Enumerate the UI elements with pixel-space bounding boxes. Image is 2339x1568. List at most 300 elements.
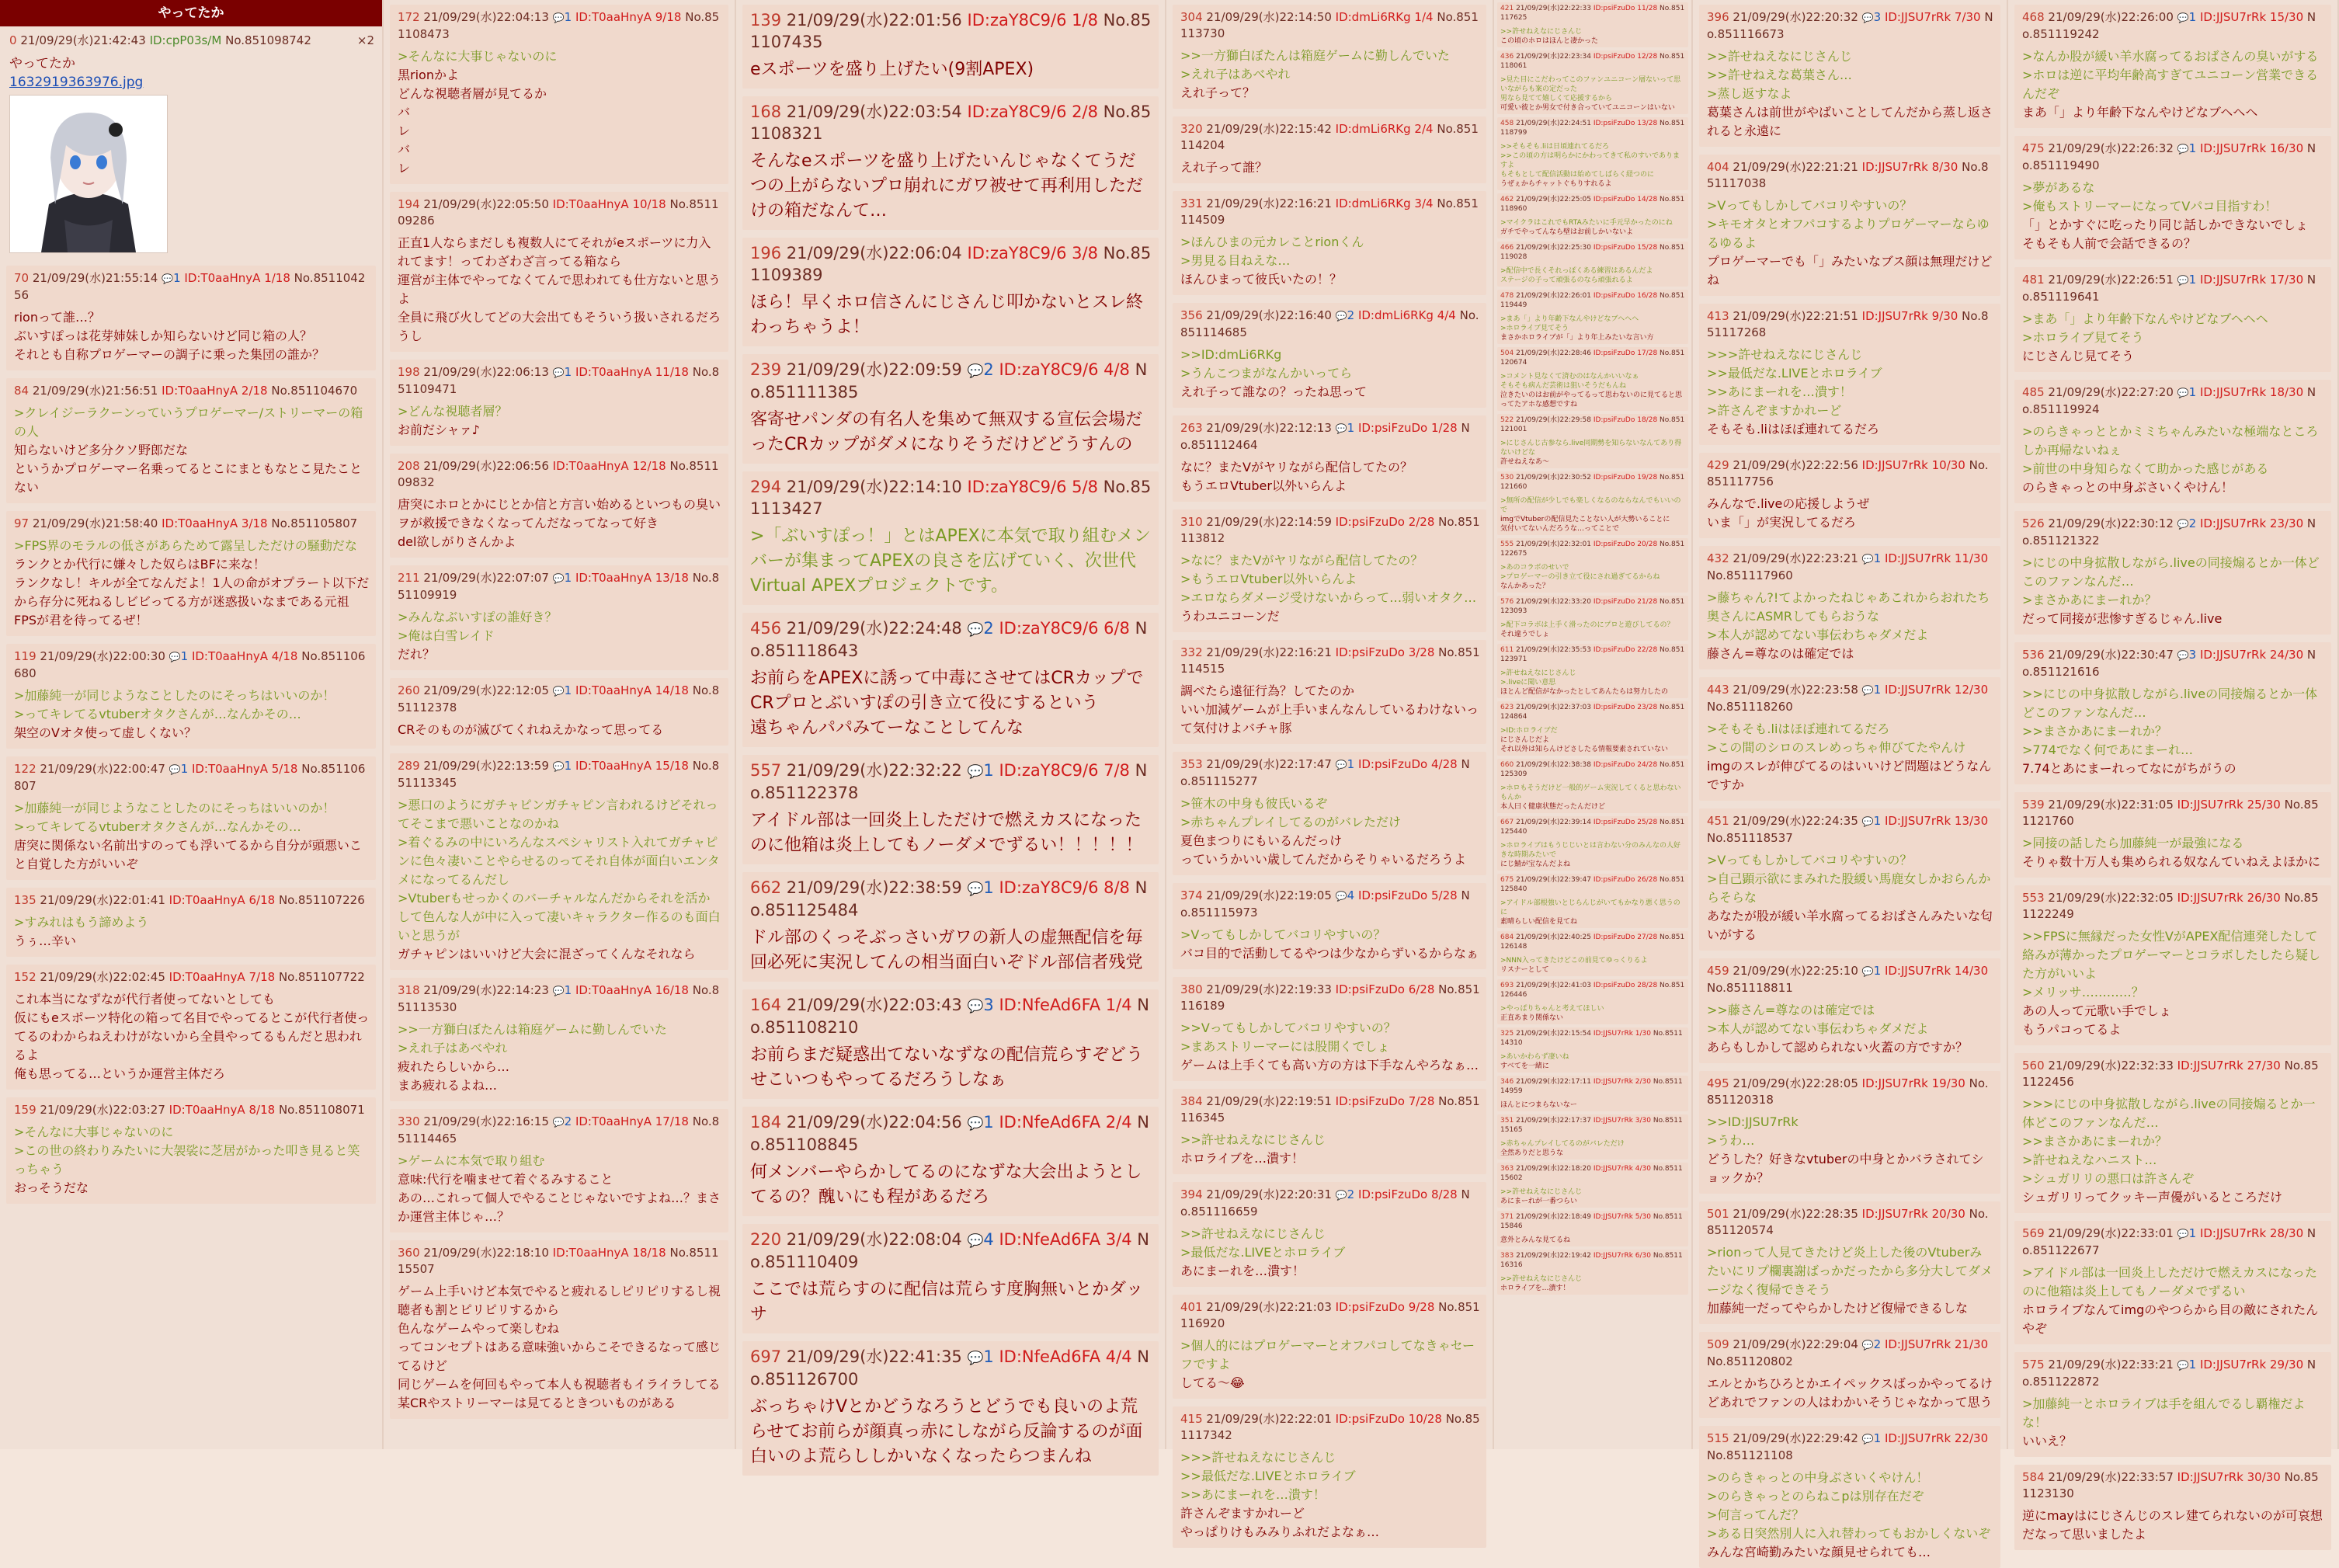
reply-count[interactable] bbox=[2177, 1226, 2197, 1240]
post-number[interactable]: 539 bbox=[2022, 798, 2045, 812]
poster-id[interactable]: ID:T0aaHnyA 12/18 bbox=[552, 459, 666, 473]
poster-id[interactable]: ID:psiFzuDo 3/28 bbox=[1335, 645, 1435, 659]
post-number[interactable]: 97 bbox=[14, 516, 30, 530]
poster-id[interactable]: ID:psiFzuDo 14/28 bbox=[1593, 196, 1658, 203]
post-no[interactable]: No.851125309 bbox=[1500, 761, 1685, 778]
post-number[interactable]: 481 bbox=[2022, 273, 2045, 287]
poster-id[interactable]: ID:psiFzuDo 15/28 bbox=[1593, 244, 1658, 252]
poster-id[interactable]: ID:JJSU7rRk 9/30 bbox=[1861, 309, 1958, 323]
reply-count[interactable] bbox=[553, 1114, 572, 1128]
post-number[interactable]: 485 bbox=[2022, 385, 2045, 399]
post-number[interactable]: 555 bbox=[1500, 541, 1514, 548]
poster-id[interactable]: ID:T0aaHnyA 3/18 bbox=[162, 516, 268, 530]
post-no[interactable]: No.851122675 bbox=[1500, 541, 1685, 558]
post-number[interactable]: 184 bbox=[750, 1113, 782, 1132]
poster-id[interactable]: ID:JJSU7rRk 20/30 bbox=[1861, 1207, 1965, 1221]
post-number[interactable]: 119 bbox=[14, 649, 36, 663]
reply-count[interactable] bbox=[968, 996, 994, 1014]
post-number[interactable]: 263 bbox=[1180, 421, 1203, 435]
post-no[interactable]: No.851118643 bbox=[750, 619, 1148, 660]
post-no[interactable]: No.851114310 bbox=[1500, 1030, 1683, 1047]
poster-id[interactable]: ID:JJSU7rRk 24/30 bbox=[2199, 648, 2304, 662]
reply-count[interactable] bbox=[1336, 421, 1355, 435]
poster-id[interactable]: ID:JJSU7rRk 27/30 bbox=[2177, 1059, 2281, 1073]
post-number[interactable]: 429 bbox=[1707, 458, 1729, 472]
post-number[interactable]: 451 bbox=[1707, 814, 1729, 828]
reply-count[interactable] bbox=[1862, 814, 1882, 828]
post-number[interactable]: 310 bbox=[1180, 515, 1203, 529]
post-no[interactable]: No.851115277 bbox=[1180, 757, 1470, 788]
poster-id[interactable]: ID:zaY8C9/6 3/8 bbox=[967, 244, 1098, 262]
post-no[interactable]: No.851114685 bbox=[1180, 308, 1479, 339]
post-number[interactable]: 360 bbox=[398, 1246, 420, 1260]
poster-id[interactable]: ID:T0aaHnyA 16/18 bbox=[575, 983, 689, 997]
post-no[interactable]: No.851115507 bbox=[398, 1246, 719, 1276]
post-no[interactable]: No.851122677 bbox=[2022, 1226, 2316, 1257]
post-no[interactable]: No.851108071 bbox=[278, 1103, 365, 1117]
poster-id[interactable]: ID:JJSU7rRk 7/30 bbox=[1884, 10, 1981, 24]
post-number[interactable]: 560 bbox=[2022, 1059, 2045, 1073]
post-number[interactable]: 139 bbox=[750, 11, 782, 30]
poster-id[interactable]: ID:JJSU7rRk 1/30 bbox=[1593, 1030, 1652, 1038]
poster-id[interactable]: ID:JJSU7rRk 4/30 bbox=[1593, 1165, 1652, 1173]
poster-id[interactable]: ID:JJSU7rRk 18/30 bbox=[2199, 385, 2304, 399]
reply-count[interactable] bbox=[2177, 516, 2197, 530]
post-no[interactable]: No.851116659 bbox=[1180, 1187, 1470, 1219]
reply-count[interactable] bbox=[162, 271, 181, 285]
post-no[interactable]: No.851104256 bbox=[14, 271, 366, 302]
post-number[interactable]: 346 bbox=[1500, 1078, 1514, 1086]
poster-id[interactable]: ID:JJSU7rRk 29/30 bbox=[2199, 1358, 2304, 1372]
post-no[interactable]: No.851115165 bbox=[1500, 1117, 1683, 1134]
poster-id[interactable]: ID:JJSU7rRk 3/30 bbox=[1593, 1117, 1652, 1125]
poster-id[interactable]: ID:JJSU7rRk 17/30 bbox=[2199, 273, 2304, 287]
poster-id[interactable]: ID:JJSU7rRk 5/30 bbox=[1593, 1213, 1652, 1221]
poster-id[interactable]: ID:psiFzuDo 9/28 bbox=[1335, 1300, 1435, 1314]
post-no[interactable]: No.851107722 bbox=[278, 970, 365, 984]
poster-id[interactable]: ID:psiFzuDo 16/28 bbox=[1593, 292, 1658, 300]
poster-id[interactable]: ID:JJSU7rRk 10/30 bbox=[1861, 458, 1965, 472]
reply-count[interactable] bbox=[968, 1347, 994, 1366]
post-no[interactable]: No.851122872 bbox=[2022, 1358, 2316, 1389]
poster-id[interactable]: ID:dmLi6RKg 2/4 bbox=[1335, 122, 1434, 136]
reply-count[interactable] bbox=[2177, 1358, 2197, 1372]
post-number[interactable]: 239 bbox=[750, 360, 782, 379]
post-no[interactable]: No.851119924 bbox=[2022, 385, 2316, 416]
post-no[interactable]: No.851106807 bbox=[14, 762, 366, 793]
poster-id[interactable]: ID:psiFzuDo 25/28 bbox=[1593, 819, 1658, 826]
post-number[interactable]: 478 bbox=[1500, 292, 1514, 300]
reply-count[interactable] bbox=[2177, 10, 2197, 24]
poster-id[interactable]: ID:T0aaHnyA 4/18 bbox=[191, 649, 298, 663]
post-number[interactable]: 401 bbox=[1180, 1300, 1203, 1314]
poster-id[interactable]: ID:zaY8C9/6 1/8 bbox=[967, 11, 1098, 30]
poster-id[interactable]: ID:JJSU7rRk 25/30 bbox=[2177, 798, 2281, 812]
poster-id[interactable]: ID:zaY8C9/6 7/8 bbox=[999, 761, 1130, 780]
poster-id[interactable]: ID:JJSU7rRk 11/30 bbox=[1884, 551, 1989, 565]
post-number[interactable]: 363 bbox=[1500, 1165, 1514, 1173]
post-number[interactable]: 164 bbox=[750, 996, 782, 1014]
poster-id[interactable]: ID:JJSU7rRk 16/30 bbox=[2199, 141, 2304, 155]
poster-id[interactable]: ID:T0aaHnyA 6/18 bbox=[169, 893, 276, 907]
poster-id[interactable]: ID:T0aaHnyA 7/18 bbox=[169, 970, 276, 984]
post-number[interactable]: 325 bbox=[1500, 1030, 1514, 1038]
post-number[interactable]: 504 bbox=[1500, 349, 1514, 357]
post-no[interactable]: No.851118260 bbox=[1707, 700, 1793, 714]
post-no[interactable]: No.851106680 bbox=[14, 649, 366, 680]
reply-count[interactable] bbox=[968, 619, 994, 638]
poster-id[interactable]: ID:psiFzuDo 7/28 bbox=[1335, 1094, 1435, 1108]
poster-id[interactable]: ID:zaY8C9/6 8/8 bbox=[999, 878, 1130, 897]
poster-id[interactable]: ID:JJSU7rRk 19/30 bbox=[1861, 1076, 1965, 1090]
poster-id[interactable]: ID:psiFzuDo 28/28 bbox=[1593, 982, 1658, 989]
post-no[interactable]: No.851120318 bbox=[1707, 1076, 1989, 1107]
post-number[interactable]: 330 bbox=[398, 1114, 420, 1128]
post-number[interactable]: 495 bbox=[1707, 1076, 1729, 1090]
post-no[interactable]: No.851109919 bbox=[398, 571, 720, 602]
post-number[interactable]: 289 bbox=[398, 759, 420, 773]
post-no[interactable]: No.851117342 bbox=[1180, 1412, 1480, 1442]
post-no[interactable]: No.851109832 bbox=[398, 459, 719, 489]
post-no[interactable]: No.851113730 bbox=[1180, 10, 1479, 40]
reply-count[interactable] bbox=[968, 1113, 994, 1132]
post-number[interactable]: 459 bbox=[1707, 964, 1729, 978]
post-number[interactable]: 198 bbox=[398, 365, 420, 379]
post-number[interactable]: 575 bbox=[2022, 1358, 2045, 1372]
post-number[interactable]: 509 bbox=[1707, 1337, 1729, 1351]
poster-id[interactable]: ID:psiFzuDo 26/28 bbox=[1593, 876, 1658, 884]
poster-id[interactable]: ID:psiFzuDo 1/28 bbox=[1357, 421, 1458, 435]
post-no[interactable]: No.851111385 bbox=[750, 360, 1148, 402]
poster-id[interactable]: ID:dmLi6RKg 1/4 bbox=[1335, 10, 1434, 24]
reply-count[interactable] bbox=[1862, 10, 1882, 24]
post-no[interactable]: No.851118811 bbox=[1707, 981, 1793, 995]
post-no[interactable]: No.851121108 bbox=[1707, 1448, 1793, 1462]
post-no[interactable]: No.851117960 bbox=[1707, 568, 1793, 582]
poster-id[interactable]: ID:T0aaHnyA 14/18 bbox=[575, 683, 689, 697]
post-no[interactable]: No.851116189 bbox=[1180, 982, 1480, 1013]
post-no[interactable]: No.851114465 bbox=[398, 1114, 720, 1146]
reply-count[interactable] bbox=[968, 761, 994, 780]
post-number[interactable]: 152 bbox=[14, 970, 36, 984]
post-no[interactable]: No.851121660 bbox=[1500, 474, 1685, 491]
post-number[interactable]: 220 bbox=[750, 1230, 782, 1249]
post-no[interactable]: No.851113812 bbox=[1180, 515, 1480, 545]
post-no[interactable]: No.851119242 bbox=[2022, 10, 2316, 41]
post-no[interactable]: No.851126700 bbox=[750, 1347, 1150, 1389]
post-no[interactable]: No.851115602 bbox=[1500, 1165, 1683, 1182]
post-number[interactable]: 332 bbox=[1180, 645, 1203, 659]
post-no[interactable]: No.851116316 bbox=[1500, 1252, 1683, 1269]
poster-id[interactable]: ID:T0aaHnyA 8/18 bbox=[169, 1103, 276, 1117]
attached-file-link[interactable]: 1632919363976.jpg bbox=[9, 75, 144, 90]
post-number[interactable]: 122 bbox=[14, 762, 36, 776]
reply-count[interactable] bbox=[1336, 888, 1355, 902]
poster-id[interactable]: ID:psiFzuDo 2/28 bbox=[1335, 515, 1435, 529]
post-no[interactable]: No.851119490 bbox=[2022, 141, 2316, 172]
post-no[interactable]: No.851109389 bbox=[750, 244, 1152, 284]
post-number[interactable]: 135 bbox=[14, 893, 36, 907]
post-number[interactable]: 684 bbox=[1500, 933, 1514, 941]
post-number[interactable]: 515 bbox=[1707, 1431, 1729, 1445]
post-number[interactable]: 0 bbox=[9, 33, 17, 47]
post-no[interactable]: No.851120574 bbox=[1707, 1207, 1989, 1237]
post-no[interactable]: No.851114509 bbox=[1180, 196, 1479, 227]
poster-id[interactable]: ID:psiFzuDo 10/28 bbox=[1335, 1412, 1442, 1426]
post-no[interactable]: No.851126148 bbox=[1500, 933, 1685, 951]
post-number[interactable]: 456 bbox=[750, 619, 782, 638]
poster-id[interactable]: ID:JJSU7rRk 2/30 bbox=[1593, 1078, 1652, 1086]
poster-id[interactable]: ID:JJSU7rRk 23/30 bbox=[2199, 516, 2304, 530]
poster-id[interactable]: ID:psiFzuDo 22/28 bbox=[1593, 646, 1658, 654]
poster-id[interactable]: ID:T0aaHnyA 2/18 bbox=[162, 384, 268, 398]
post-number[interactable]: 569 bbox=[2022, 1226, 2045, 1240]
poster-id[interactable]: ID:psiFzuDo 24/28 bbox=[1593, 761, 1658, 769]
reply-count[interactable] bbox=[553, 365, 572, 379]
post-number[interactable]: 475 bbox=[2022, 141, 2045, 155]
post-no[interactable]: No.851120674 bbox=[1500, 349, 1685, 367]
post-no[interactable]: No.851123093 bbox=[1500, 598, 1685, 615]
post-no[interactable]: No.851118061 bbox=[1500, 53, 1685, 70]
post-number[interactable]: 194 bbox=[398, 197, 420, 211]
post-number[interactable]: 70 bbox=[14, 271, 30, 285]
poster-id[interactable]: ID:T0aaHnyA 5/18 bbox=[191, 762, 298, 776]
poster-id[interactable]: ID:dmLi6RKg 3/4 bbox=[1335, 196, 1434, 210]
post-no[interactable]: No.851119449 bbox=[1500, 292, 1685, 309]
poster-id[interactable]: ID:psiFzuDo 6/28 bbox=[1335, 982, 1435, 996]
reply-count[interactable] bbox=[1336, 757, 1355, 771]
post-number[interactable]: 356 bbox=[1180, 308, 1203, 322]
post-number[interactable]: 553 bbox=[2022, 891, 2045, 905]
post-number[interactable]: 697 bbox=[750, 1347, 782, 1366]
poster-id[interactable]: ID:NfeAd6FA 1/4 bbox=[999, 996, 1132, 1014]
poster-id[interactable]: ID:psiFzuDo 5/28 bbox=[1357, 888, 1458, 902]
post-number[interactable]: 557 bbox=[750, 761, 782, 780]
post-no[interactable]: No.851121001 bbox=[1500, 416, 1685, 433]
post-number[interactable]: 443 bbox=[1707, 683, 1729, 697]
reply-count[interactable] bbox=[968, 1230, 994, 1249]
post-no[interactable]: No.851120802 bbox=[1707, 1354, 1793, 1368]
poster-id[interactable]: ID:cpP03s/M bbox=[149, 33, 222, 47]
post-number[interactable]: 159 bbox=[14, 1103, 36, 1117]
post-number[interactable]: 196 bbox=[750, 244, 782, 262]
post-no[interactable]: No.851122456 bbox=[2022, 1059, 2319, 1089]
poster-id[interactable]: ID:psiFzuDo 23/28 bbox=[1593, 704, 1658, 711]
post-number[interactable]: 168 bbox=[750, 103, 782, 121]
post-no[interactable]: No.851116673 bbox=[1707, 10, 1993, 41]
post-no[interactable]: No.851114959 bbox=[1500, 1078, 1683, 1095]
post-no[interactable]: No.851122378 bbox=[750, 761, 1148, 802]
post-no[interactable]: No.851122249 bbox=[2022, 891, 2319, 921]
post-number[interactable]: 320 bbox=[1180, 122, 1203, 136]
post-no[interactable]: No.851112464 bbox=[1180, 421, 1470, 452]
reply-count[interactable] bbox=[1862, 683, 1882, 697]
post-no[interactable]: No.851108473 bbox=[398, 10, 720, 41]
poster-id[interactable]: ID:T0aaHnyA 17/18 bbox=[575, 1114, 689, 1128]
post-no[interactable]: No.851123130 bbox=[2022, 1470, 2319, 1500]
poster-id[interactable]: ID:psiFzuDo 12/28 bbox=[1593, 53, 1658, 61]
post-number[interactable]: 211 bbox=[398, 571, 420, 585]
poster-id[interactable]: ID:JJSU7rRk 13/30 bbox=[1884, 814, 1989, 828]
poster-id[interactable]: ID:NfeAd6FA 2/4 bbox=[999, 1113, 1132, 1132]
post-number[interactable]: 436 bbox=[1500, 53, 1514, 61]
post-number[interactable]: 351 bbox=[1500, 1117, 1514, 1125]
reply-count[interactable] bbox=[1862, 1337, 1882, 1351]
post-no[interactable]: No.851121616 bbox=[2022, 648, 2316, 679]
reply-count[interactable] bbox=[2177, 141, 2197, 155]
poster-id[interactable]: ID:JJSU7rRk 21/30 bbox=[1884, 1337, 1989, 1351]
post-no[interactable]: No.851107226 bbox=[278, 893, 365, 907]
post-number[interactable]: 611 bbox=[1500, 646, 1514, 654]
post-no[interactable]: No.851115973 bbox=[1180, 888, 1470, 920]
post-no[interactable]: No.851113530 bbox=[398, 983, 720, 1014]
poster-id[interactable]: ID:zaY8C9/6 6/8 bbox=[999, 619, 1130, 638]
reply-count[interactable] bbox=[553, 759, 572, 773]
post-number[interactable]: 384 bbox=[1180, 1094, 1203, 1108]
poster-id[interactable]: ID:JJSU7rRk 14/30 bbox=[1884, 964, 1989, 978]
post-no[interactable]: No.851104670 bbox=[271, 384, 358, 398]
reply-count[interactable] bbox=[553, 10, 572, 24]
poster-id[interactable]: ID:psiFzuDo 13/28 bbox=[1593, 120, 1658, 127]
post-no[interactable]: No.851123971 bbox=[1500, 646, 1685, 663]
poster-id[interactable]: ID:psiFzuDo 4/28 bbox=[1357, 757, 1458, 771]
post-number[interactable]: 371 bbox=[1500, 1213, 1514, 1221]
post-no[interactable]: No.851113427 bbox=[750, 478, 1152, 518]
post-no[interactable]: No.851118960 bbox=[1500, 196, 1685, 213]
poster-id[interactable]: ID:JJSU7rRk 22/30 bbox=[1884, 1431, 1989, 1445]
post-number[interactable]: 468 bbox=[2022, 10, 2045, 24]
post-number[interactable]: 667 bbox=[1500, 819, 1514, 826]
post-no[interactable]: No.851118537 bbox=[1707, 831, 1793, 845]
poster-id[interactable]: ID:psiFzuDo 8/28 bbox=[1357, 1187, 1458, 1201]
poster-id[interactable]: ID:JJSU7rRk 26/30 bbox=[2177, 891, 2281, 905]
reply-count[interactable] bbox=[968, 878, 994, 897]
reply-count[interactable] bbox=[2177, 385, 2197, 399]
poster-id[interactable]: ID:NfeAd6FA 3/4 bbox=[999, 1230, 1132, 1249]
post-no[interactable]: No.851116920 bbox=[1180, 1300, 1480, 1330]
post-number[interactable]: 260 bbox=[398, 683, 420, 697]
poster-id[interactable]: ID:JJSU7rRk 30/30 bbox=[2177, 1470, 2281, 1484]
reply-count[interactable] bbox=[1862, 964, 1882, 978]
reply-count[interactable] bbox=[1336, 308, 1355, 322]
post-number[interactable]: 294 bbox=[750, 478, 782, 496]
poster-id[interactable]: ID:JJSU7rRk 8/30 bbox=[1861, 160, 1958, 174]
post-no[interactable]: No.851115846 bbox=[1500, 1213, 1683, 1230]
poster-id[interactable]: ID:JJSU7rRk 6/30 bbox=[1593, 1252, 1652, 1260]
post-number[interactable]: 404 bbox=[1707, 160, 1729, 174]
post-no[interactable]: No.851116345 bbox=[1180, 1094, 1480, 1125]
reply-count[interactable] bbox=[1862, 1431, 1882, 1445]
post-number[interactable]: 413 bbox=[1707, 309, 1729, 323]
post-no[interactable]: No.851107435 bbox=[750, 11, 1152, 51]
poster-id[interactable]: ID:psiFzuDo 18/28 bbox=[1593, 416, 1658, 424]
post-no[interactable]: No.851110409 bbox=[750, 1230, 1150, 1271]
poster-id[interactable]: ID:zaY8C9/6 4/8 bbox=[999, 360, 1130, 379]
poster-id[interactable]: ID:NfeAd6FA 4/4 bbox=[999, 1347, 1132, 1366]
post-no[interactable]: No.851108321 bbox=[750, 103, 1152, 143]
post-no[interactable]: No.851117268 bbox=[1707, 309, 1989, 339]
post-number[interactable]: 522 bbox=[1500, 416, 1514, 424]
poster-id[interactable]: ID:psiFzuDo 11/28 bbox=[1593, 5, 1658, 12]
post-no[interactable]: No.851118799 bbox=[1500, 120, 1685, 137]
post-number[interactable]: 501 bbox=[1707, 1207, 1729, 1221]
reply-count[interactable] bbox=[169, 649, 189, 663]
post-no[interactable]: No.851121760 bbox=[2022, 798, 2319, 828]
post-no[interactable]: No.851119028 bbox=[1500, 244, 1685, 261]
post-number[interactable]: 421 bbox=[1500, 5, 1514, 12]
post-number[interactable]: 383 bbox=[1500, 1252, 1514, 1260]
poster-id[interactable]: ID:dmLi6RKg 4/4 bbox=[1357, 308, 1456, 322]
post-no[interactable]: No.851126446 bbox=[1500, 982, 1685, 999]
poster-id[interactable]: ID:psiFzuDo 19/28 bbox=[1593, 474, 1658, 482]
post-number[interactable]: 396 bbox=[1707, 10, 1729, 24]
post-number[interactable]: 458 bbox=[1500, 120, 1514, 127]
poster-id[interactable]: ID:JJSU7rRk 15/30 bbox=[2199, 10, 2304, 24]
post-number[interactable]: 526 bbox=[2022, 516, 2045, 530]
post-number[interactable]: 584 bbox=[2022, 1470, 2045, 1484]
post-no[interactable]: No.851105807 bbox=[271, 516, 358, 530]
poster-id[interactable]: ID:T0aaHnyA 15/18 bbox=[575, 759, 689, 773]
reply-count[interactable] bbox=[553, 571, 572, 585]
post-number[interactable]: 380 bbox=[1180, 982, 1203, 996]
post-number[interactable]: 415 bbox=[1180, 1412, 1203, 1426]
post-number[interactable]: 660 bbox=[1500, 761, 1514, 769]
poster-id[interactable]: ID:psiFzuDo 27/28 bbox=[1593, 933, 1658, 941]
reply-count[interactable] bbox=[1862, 551, 1882, 565]
poster-id[interactable]: ID:T0aaHnyA 18/18 bbox=[552, 1246, 666, 1260]
post-no[interactable]: No.851114515 bbox=[1180, 645, 1480, 676]
post-number[interactable]: 466 bbox=[1500, 244, 1514, 252]
post-number[interactable]: 394 bbox=[1180, 1187, 1203, 1201]
post-number[interactable]: 331 bbox=[1180, 196, 1203, 210]
post-no[interactable]: No.851108845 bbox=[750, 1113, 1150, 1154]
post-number[interactable]: 462 bbox=[1500, 196, 1514, 203]
poster-id[interactable]: ID:JJSU7rRk 12/30 bbox=[1884, 683, 1989, 697]
post-number[interactable]: 353 bbox=[1180, 757, 1203, 771]
poster-id[interactable]: ID:JJSU7rRk 28/30 bbox=[2199, 1226, 2304, 1240]
reply-count[interactable] bbox=[968, 360, 994, 379]
poster-id[interactable]: ID:T0aaHnyA 1/18 bbox=[184, 271, 290, 285]
reply-count[interactable] bbox=[169, 762, 189, 776]
post-no[interactable]: No.851124864 bbox=[1500, 704, 1685, 721]
poster-id[interactable]: ID:psiFzuDo 21/28 bbox=[1593, 598, 1658, 606]
post-no[interactable]: No.851113345 bbox=[398, 759, 720, 790]
post-number[interactable]: 536 bbox=[2022, 648, 2045, 662]
reply-count[interactable] bbox=[2177, 273, 2197, 287]
post-no[interactable]: No.851117756 bbox=[1707, 458, 1989, 488]
post-number[interactable]: 84 bbox=[14, 384, 30, 398]
poster-id[interactable]: ID:zaY8C9/6 2/8 bbox=[967, 103, 1098, 121]
post-no[interactable]: No.851114204 bbox=[1180, 122, 1479, 152]
post-no[interactable]: No.851125440 bbox=[1500, 819, 1685, 836]
poster-id[interactable]: ID:zaY8C9/6 5/8 bbox=[967, 478, 1098, 496]
poster-id[interactable]: ID:psiFzuDo 20/28 bbox=[1593, 541, 1658, 548]
attached-image-thumbnail[interactable] bbox=[9, 95, 168, 253]
post-no[interactable]: No.851098742 bbox=[225, 33, 311, 47]
post-no[interactable]: No.851125484 bbox=[750, 878, 1148, 920]
post-number[interactable]: 208 bbox=[398, 459, 420, 473]
post-no[interactable]: No.851119641 bbox=[2022, 273, 2316, 304]
reply-count[interactable] bbox=[1336, 1187, 1355, 1201]
post-number[interactable]: 374 bbox=[1180, 888, 1203, 902]
poster-id[interactable]: ID:T0aaHnyA 13/18 bbox=[575, 571, 689, 585]
reply-count[interactable] bbox=[553, 983, 572, 997]
post-no[interactable]: No.851109286 bbox=[398, 197, 719, 228]
post-number[interactable]: 318 bbox=[398, 983, 420, 997]
post-number[interactable]: 693 bbox=[1500, 982, 1514, 989]
reply-count[interactable] bbox=[2177, 648, 2197, 662]
post-number[interactable]: 530 bbox=[1500, 474, 1514, 482]
